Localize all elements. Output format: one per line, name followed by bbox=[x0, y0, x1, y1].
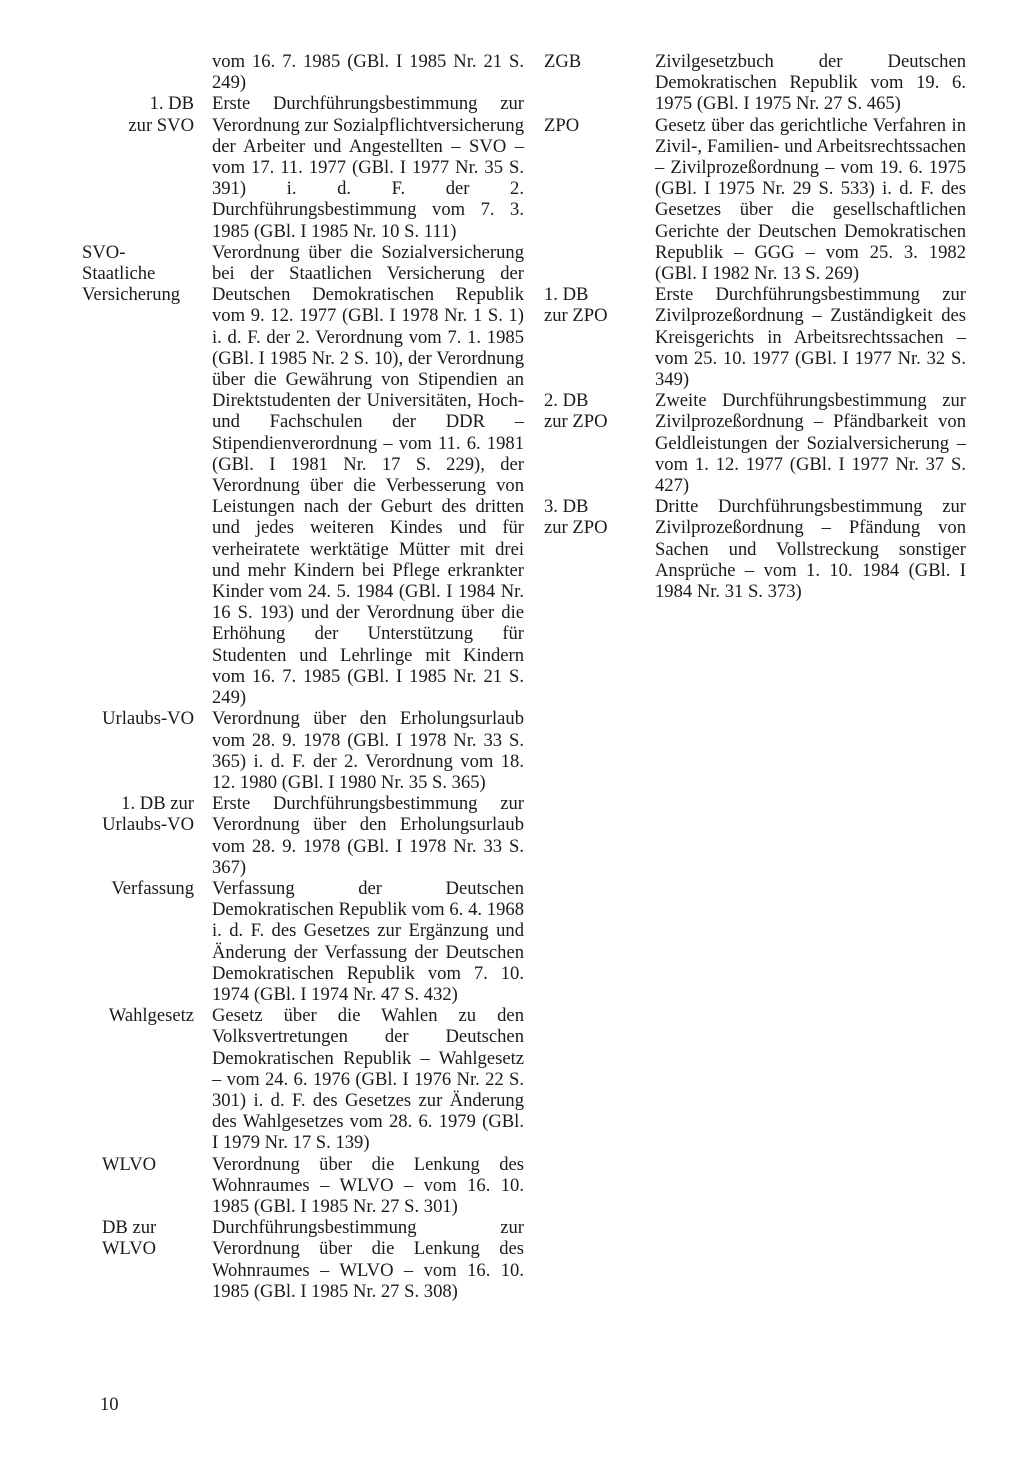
entry-abbreviation: 1. DB zur Urlaubs-VO bbox=[102, 793, 194, 836]
entry-description: Dritte Durchführungsbestimmung zur Zivilprozeßordnung – Pfändung von Sachen und Vollstreckung sonstiger Ansprüche – vom 1. 10. 1984 (GBl. I 1984 Nr. 31 S. 373) bbox=[655, 496, 966, 603]
left-column bbox=[82, 51, 524, 1302]
entry-description: Erste Durchführungsbestimmung zur Verordnung zur Sozialpflichtversicherung der Arbeiter und Angestellten – SVO – vom 17. 11. 1977 (GBl. I 1977 Nr. 35 S. 391) i. d. F. der 2. Durchführungsbestimmung vom 7. 3. 1985 (GBl. I 1985 Nr. 10 S. 111) bbox=[212, 93, 524, 242]
abbreviation-entry bbox=[82, 708, 524, 793]
entry-description: Zivilgesetzbuch der Deutschen Demokratischen Republik vom 19. 6. 1975 (GBl. I 1975 Nr. 27 S. 465) bbox=[655, 51, 966, 115]
abbreviation-entry bbox=[82, 878, 524, 1005]
abbreviation-entry bbox=[82, 51, 524, 93]
entry-description: Verordnung über den Erholungsurlaub vom 28. 9. 1978 (GBl. I 1978 Nr. 33 S. 365) i. d. F. der 2. Verordnung vom 18. 12. 1980 (GBl. I 1980 Nr. 35 S. 365) bbox=[212, 708, 524, 793]
entry-abbreviation: DB zur WLVO bbox=[102, 1217, 157, 1260]
abbreviation-entry bbox=[544, 115, 966, 285]
abbreviation-entry bbox=[544, 390, 966, 496]
entry-abbreviation: Verfassung bbox=[111, 877, 194, 899]
abbreviation-entry bbox=[544, 496, 966, 602]
entry-abbreviation: ZPO bbox=[544, 114, 580, 136]
abbreviation-entry bbox=[544, 51, 966, 115]
entry-abbreviation: WLVO bbox=[102, 1153, 157, 1175]
entry-abbreviation: 1. DB zur SVO bbox=[128, 93, 194, 136]
entry-description: vom 16. 7. 1985 (GBl. I 1985 Nr. 21 S. 249) bbox=[212, 51, 524, 94]
entry-abbreviation: 2. DB zur ZPO bbox=[544, 390, 608, 433]
abbreviation-entry bbox=[82, 1005, 524, 1153]
entry-description: Verordnung über die Sozialversicherung bei der Staatlichen Versicherung der Deutschen Demokratischen Republik vom 9. 12. 1977 (GBl. I 1978 Nr. 1 S. 1) i. d. F. der 2. Verordnung vom 7. 1. 1985 (GBl. I 1985 Nr. 2 S. 10), der Verordnung über die Gewährung von Stipendien an Direktstudenten der Universitäten, Hoch- und Fachschulen der DDR – Stipendienverordnung – vom 11. 6. 1981 (GBl. I 1981 Nr. 17 S. 229), der Verordnung über die Verbesserung von Leistungen nach der Geburt des dritten und jedes weiteren Kindes und für verheiratete werktätige Mütter mit drei und mehr Kindern bei Pflege erkrankter Kinder vom 24. 5. 1984 (GBl. I 1984 Nr. 16 S. 193) und der Verordnung über die Erhöhung der Unterstützung für Studenten und Lehrlinge mit Kindern vom 16. 7. 1985 (GBl. I 1985 Nr. 21 S. 249) bbox=[212, 241, 524, 709]
abbreviation-entry bbox=[544, 284, 966, 390]
entry-description: Erste Durchführungsbestimmung zur Zivilprozeßordnung – Zuständigkeit des Kreisgerichts in Arbeitsrechtssachen – vom 25. 10. 1977 (GBl. I 1977 Nr. 32 S. 349) bbox=[655, 284, 966, 391]
page-number: 10 bbox=[100, 1394, 119, 1415]
entry-description: Verfassung der Deutschen Demokratischen Republik vom 6. 4. 1968 i. d. F. des Gesetzes zur Ergänzung und Änderung der Verfassung der Deutschen Demokratischen Republik vom 7. 10. 1974 (GBl. I 1974 Nr. 47 S. 432) bbox=[212, 877, 524, 1005]
abbreviation-entry bbox=[82, 793, 524, 878]
abbreviation-entry bbox=[82, 93, 524, 241]
abbreviation-entry bbox=[82, 242, 524, 708]
entry-description: Gesetz über das gerichtliche Verfahren in Zivil-, Familien- und Arbeitsrechtssachen – Zivilprozeßordnung – vom 19. 6. 1975 (GBl. I 1975 Nr. 29 S. 533) i. d. F. des Gesetzes über die gesellschaftlichen Gerichte der Deutschen Demokratischen Republik – GGG – vom 25. 3. 1982 (GBl. I 1982 Nr. 13 S. 269) bbox=[655, 114, 966, 285]
entry-description: Erste Durchführungsbestimmung zur Verordnung über den Erholungsurlaub vom 28. 9. 1978 (GBl. I 1978 Nr. 33 S. 367) bbox=[212, 793, 524, 878]
entry-abbreviation: SVO-Staatliche Versicherung bbox=[82, 241, 181, 306]
entry-abbreviation: ZGB bbox=[544, 51, 582, 72]
entry-abbreviation: Wahlgesetz bbox=[108, 1005, 194, 1027]
entry-description: Zweite Durchführungsbestimmung zur Zivilprozeßordnung – Pfändbarkeit von Geldleistungen der Sozialversicherung – vom 1. 12. 1977 (GBl. I 1977 Nr. 37 S. 427) bbox=[655, 390, 966, 497]
entry-description: Verordnung über die Lenkung des Wohnraumes – WLVO – vom 16. 10. 1985 (GBl. I 1985 Nr. 27 S. 301) bbox=[212, 1153, 524, 1217]
entry-abbreviation: Urlaubs-VO bbox=[102, 708, 194, 730]
entry-abbreviation: 3. DB zur ZPO bbox=[544, 496, 608, 539]
entry-description: Durchführungsbestimmung zur Verordnung über die Lenkung des Wohnraumes – WLVO – vom 16. 10. 1985 (GBl. I 1985 Nr. 27 S. 308) bbox=[212, 1217, 524, 1302]
abbreviation-entry bbox=[82, 1154, 524, 1218]
abbreviation-entry bbox=[82, 1217, 524, 1302]
entry-description: Gesetz über die Wahlen zu den Volksvertretungen der Deutschen Demokratischen Republik – Wahlgesetz – vom 24. 6. 1976 (GBl. I 1976 Nr. 22 S. 301) i. d. F. des Gesetzes zur Änderung des Wahlgesetzes vom 28. 6. 1979 (GBl. I 1979 Nr. 17 S. 139) bbox=[212, 1005, 524, 1154]
entry-abbreviation: 1. DB zur ZPO bbox=[544, 284, 608, 327]
right-column bbox=[544, 51, 966, 602]
